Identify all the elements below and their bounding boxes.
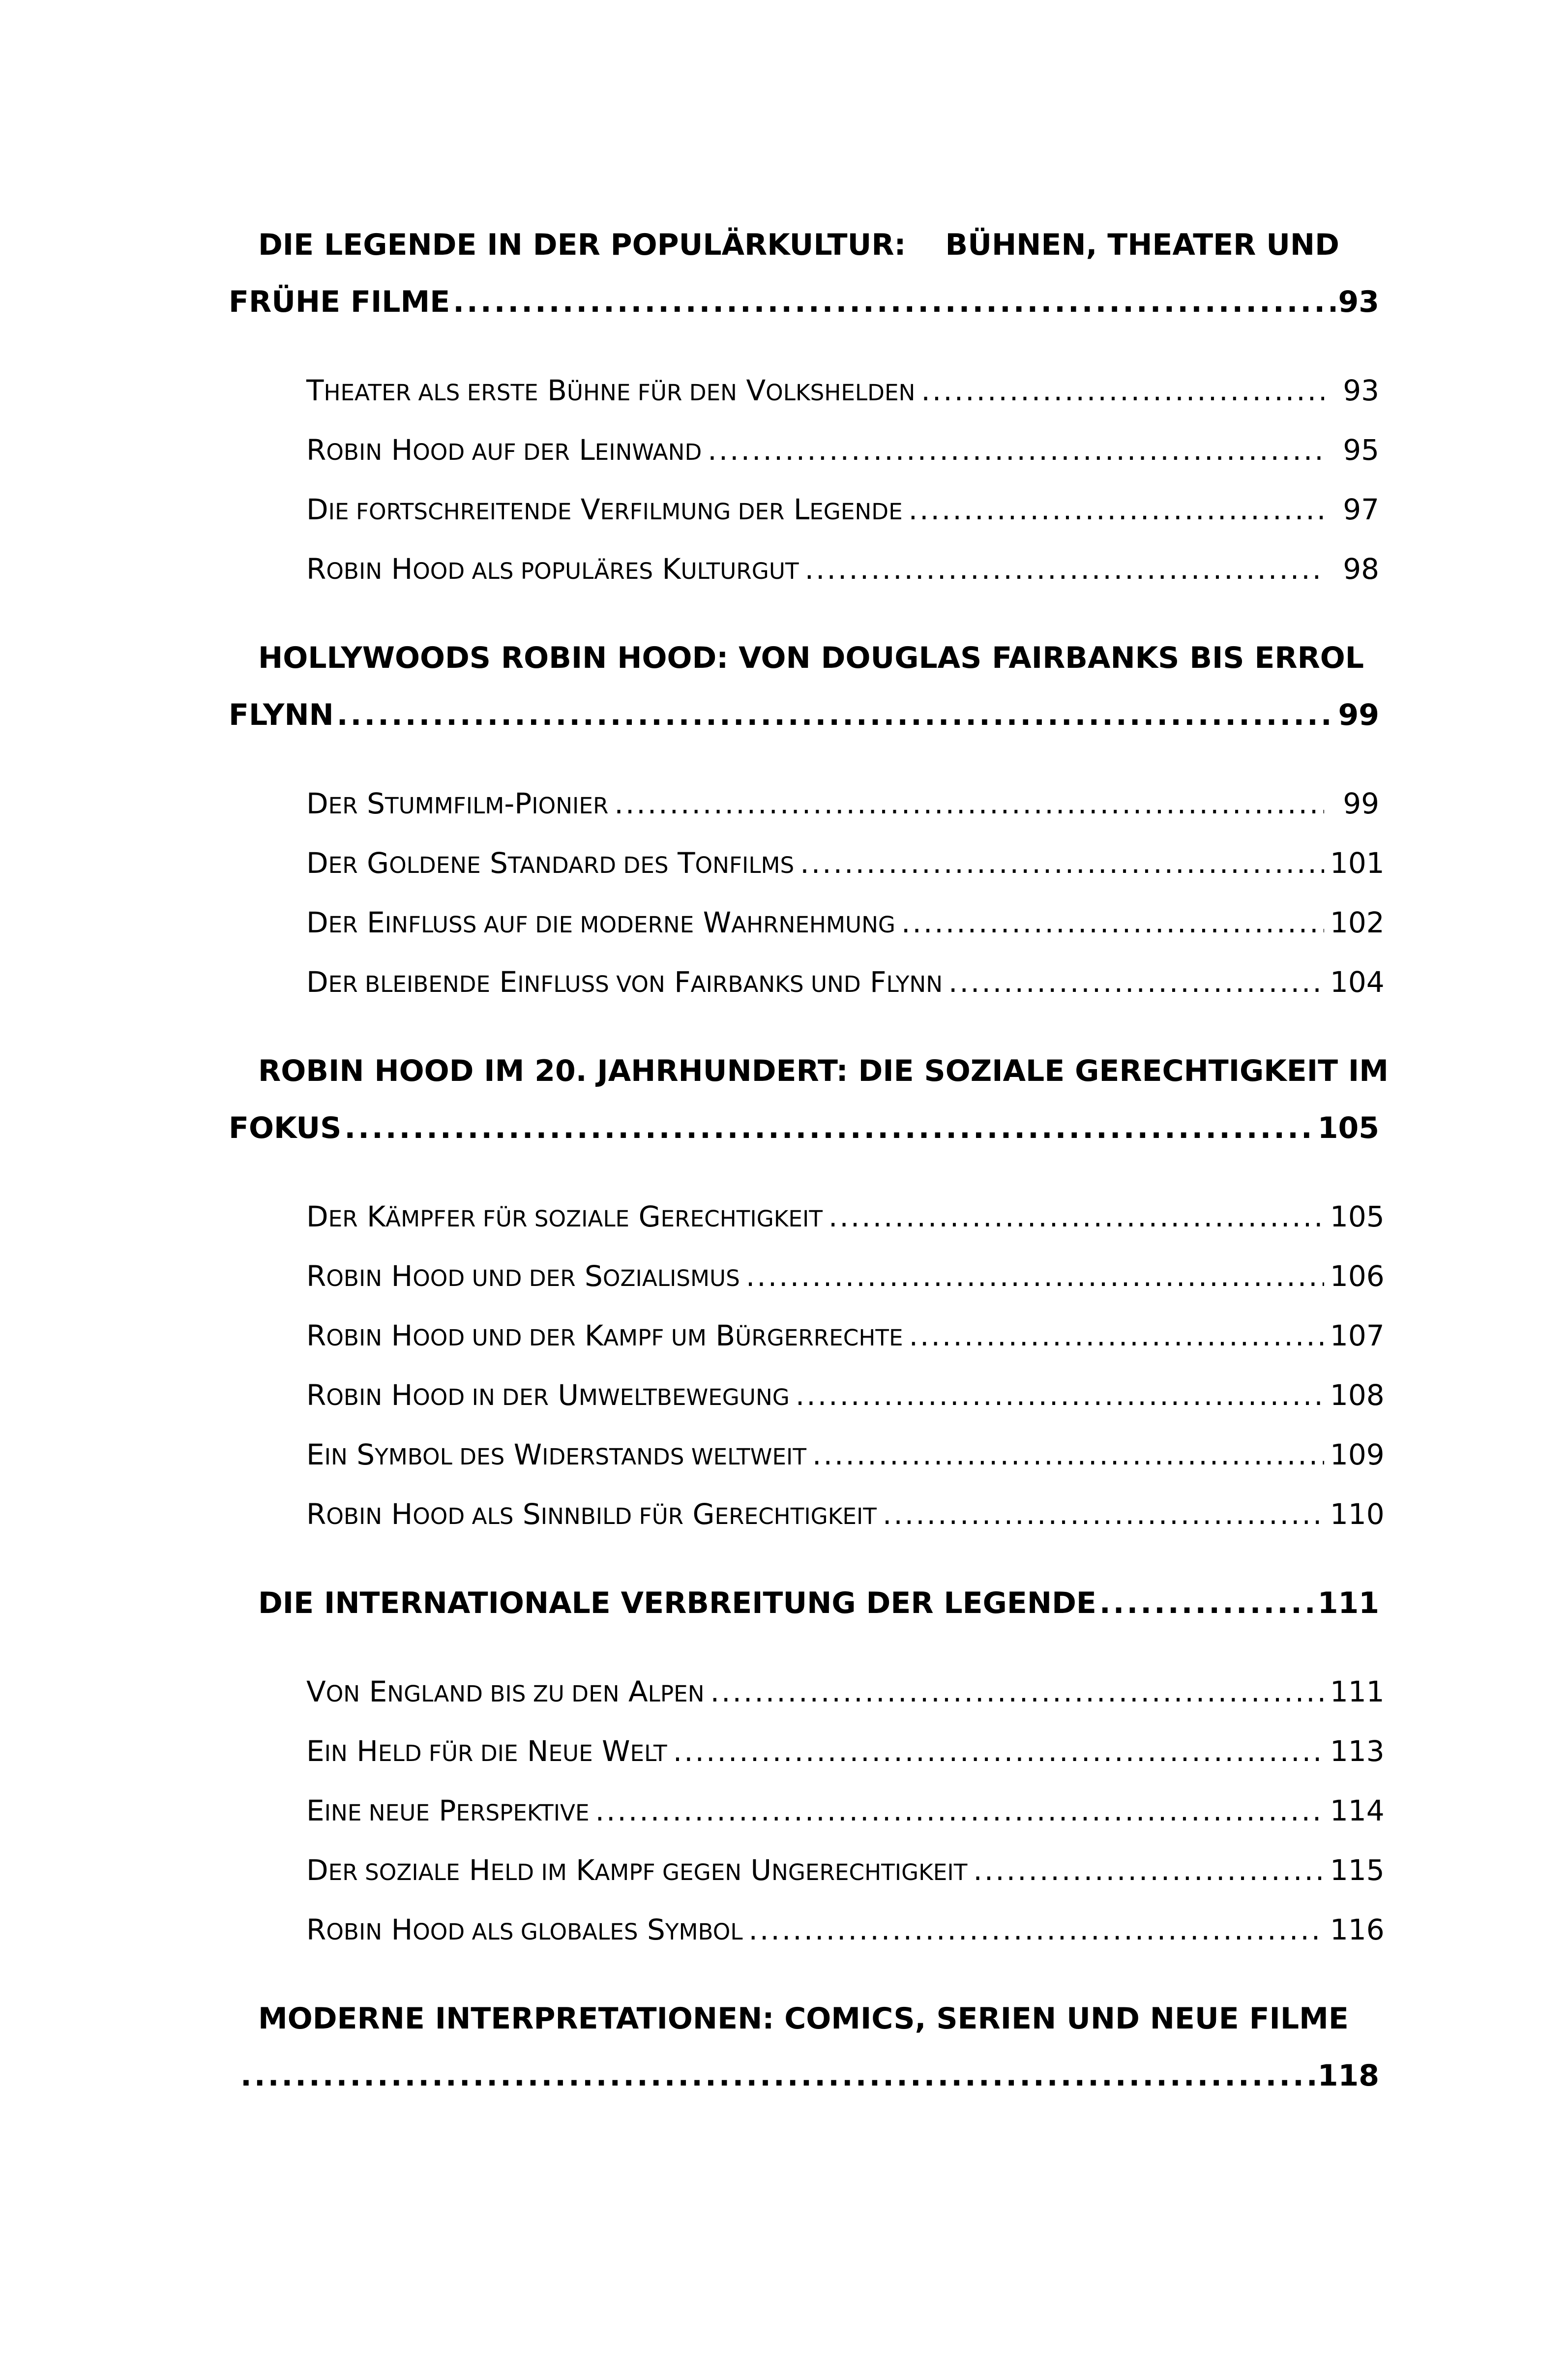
- entry-page-number: 98: [1343, 552, 1379, 586]
- entry-page-number: 116: [1330, 1913, 1385, 1946]
- toc-entry[interactable]: [229, 1187, 1385, 1247]
- toc-entry[interactable]: [229, 953, 1385, 1012]
- toc-entry[interactable]: [229, 1366, 1385, 1425]
- dot-leader: [973, 1841, 1324, 1900]
- toc-entry[interactable]: [229, 539, 1379, 599]
- entry-page-number: 109: [1330, 1438, 1385, 1471]
- entry-title: ROBIN HOOD UND DER KAMPF UM BÜRGERRECHTE: [306, 1319, 903, 1352]
- toc-entry[interactable]: [229, 834, 1385, 893]
- entry-page-number: 107: [1330, 1319, 1385, 1352]
- chapter-title-line2: FRÜHE FILME: [229, 285, 450, 319]
- chapter-page-number: 105: [1317, 1111, 1379, 1145]
- chapter-title-line1: ROBIN HOOD IM 20. JAHRHUNDERT: DIE SOZIALE GERECHTIGKEIT IM: [258, 1054, 1389, 1088]
- chapter-page-number: 93: [1338, 285, 1379, 319]
- entry-title: ROBIN HOOD IN DER UMWELTBEWEGUNG: [306, 1378, 790, 1412]
- entry-page-number: 105: [1330, 1200, 1385, 1233]
- toc-entry[interactable]: [229, 1781, 1385, 1841]
- dot-leader: [1099, 1575, 1315, 1632]
- entry-page-number: 110: [1330, 1497, 1385, 1531]
- entry-page-number: 114: [1330, 1794, 1385, 1827]
- toc-entry[interactable]: [229, 480, 1379, 539]
- chapter-page-number: 111: [1317, 1586, 1379, 1620]
- chapter-page-number: 99: [1338, 698, 1379, 732]
- dot-leader: [800, 834, 1324, 893]
- dot-leader: [240, 2047, 1315, 2104]
- entry-title: DER SOZIALE HELD IM KAMPF GEGEN UNGERECHTIGKEIT: [306, 1853, 968, 1887]
- chapter-title-line1: MODERNE INTERPRETATIONEN: COMICS, SERIEN UND NEUE FILME: [258, 2001, 1349, 2036]
- toc-entry[interactable]: [229, 1722, 1385, 1781]
- toc-entry[interactable]: [229, 420, 1379, 480]
- dot-leader: [708, 420, 1324, 480]
- toc-entry[interactable]: [229, 1247, 1385, 1306]
- dot-leader: [901, 893, 1324, 953]
- dot-leader: [337, 687, 1335, 744]
- toc-entry[interactable]: [229, 1662, 1385, 1722]
- entry-title: EIN HELD FÜR DIE NEUE WELT: [306, 1734, 667, 1768]
- table-of-contents: [229, 216, 1389, 2139]
- toc-entry[interactable]: [229, 1485, 1385, 1544]
- toc-entry[interactable]: [229, 774, 1379, 834]
- entry-page-number: 108: [1330, 1378, 1385, 1412]
- dot-leader: [812, 1425, 1324, 1485]
- dot-leader: [344, 1100, 1314, 1157]
- chapter-title-line2: FLYNN: [229, 698, 334, 732]
- entry-title: ROBIN HOOD AUF DER LEINWAND: [306, 433, 702, 467]
- dot-leader: [746, 1247, 1324, 1306]
- chapter-title-line1: DIE LEGENDE IN DER POPULÄRKULTUR: BÜHNEN, THEATER UND: [258, 228, 1339, 262]
- toc-chapter: [229, 1990, 1379, 2104]
- toc-chapter: [229, 1575, 1379, 1632]
- dot-leader: [796, 1366, 1324, 1425]
- entry-page-number: 101: [1330, 846, 1385, 880]
- dot-leader: [948, 953, 1324, 1012]
- entry-title: ROBIN HOOD ALS GLOBALES SYMBOL: [306, 1913, 743, 1946]
- dot-leader: [614, 774, 1324, 834]
- entry-page-number: 102: [1330, 906, 1385, 939]
- dot-leader: [805, 539, 1324, 599]
- entry-title: ROBIN HOOD ALS SINNBILD FÜR GERECHTIGKEIT: [306, 1497, 877, 1531]
- entry-page-number: 111: [1330, 1675, 1385, 1708]
- dot-leader: [749, 1900, 1324, 1960]
- entry-page-number: 104: [1330, 965, 1385, 999]
- entry-title: EIN SYMBOL DES WIDERSTANDS WELTWEIT: [306, 1438, 807, 1471]
- entry-title: EINE NEUE PERSPEKTIVE: [306, 1794, 590, 1827]
- dot-leader: [595, 1781, 1324, 1841]
- entry-page-number: 97: [1343, 493, 1379, 526]
- entry-title: DER BLEIBENDE EINFLUSS VON FAIRBANKS UND FLYNN: [306, 965, 943, 999]
- dot-leader: [921, 361, 1324, 420]
- dot-leader: [909, 1306, 1324, 1366]
- chapter-title-line2: FOKUS: [229, 1111, 342, 1145]
- entry-page-number: 115: [1330, 1853, 1385, 1887]
- entry-title: ROBIN HOOD ALS POPULÄRES KULTURGUT: [306, 552, 799, 586]
- toc-entry[interactable]: [229, 1425, 1385, 1485]
- toc-entry[interactable]: [229, 1306, 1385, 1366]
- dot-leader: [673, 1722, 1324, 1781]
- entry-page-number: 93: [1343, 374, 1379, 407]
- toc-entry[interactable]: [229, 1841, 1385, 1900]
- toc-section-list: [229, 1662, 1385, 1960]
- toc-section-list: [229, 1187, 1385, 1544]
- entry-title: DER EINFLUSS AUF DIE MODERNE WAHRNEHMUNG: [306, 906, 895, 939]
- chapter-title-line1: HOLLYWOODS ROBIN HOOD: VON DOUGLAS FAIRBANKS BIS ERROL: [258, 641, 1364, 675]
- dot-leader: [828, 1187, 1324, 1247]
- entry-title: ROBIN HOOD UND DER SOZIALISMUS: [306, 1259, 740, 1293]
- toc-chapter: [229, 629, 1379, 744]
- entry-title: VON ENGLAND BIS ZU DEN ALPEN: [306, 1675, 705, 1708]
- dot-leader: [883, 1485, 1324, 1544]
- entry-page-number: 106: [1330, 1259, 1385, 1293]
- toc-section-list: [229, 774, 1385, 1012]
- toc-entry[interactable]: [229, 1900, 1385, 1960]
- entry-page-number: 95: [1343, 433, 1379, 467]
- toc-chapter: [229, 216, 1379, 330]
- entry-page-number: 99: [1343, 787, 1379, 820]
- dot-leader: [453, 273, 1335, 330]
- dot-leader: [710, 1662, 1324, 1722]
- entry-title: DER KÄMPFER FÜR SOZIALE GERECHTIGKEIT: [306, 1200, 823, 1233]
- chapter-title: DIE INTERNATIONALE VERBREITUNG DER LEGENDE: [258, 1586, 1096, 1620]
- toc-entry[interactable]: [229, 361, 1379, 420]
- chapter-page-number: 118: [1317, 2059, 1379, 2093]
- dot-leader: [909, 480, 1324, 539]
- entry-title: DER GOLDENE STANDARD DES TONFILMS: [306, 846, 795, 880]
- entry-title: DIE FORTSCHREITENDE VERFILMUNG DER LEGENDE: [306, 493, 903, 526]
- entry-title: DER STUMMFILM-PIONIER: [306, 787, 609, 820]
- toc-chapter: [229, 1043, 1389, 1157]
- entry-title: THEATER ALS ERSTE BÜHNE FÜR DEN VOLKSHELDEN: [306, 374, 916, 407]
- toc-section-list: [229, 361, 1379, 599]
- entry-page-number: 113: [1330, 1734, 1385, 1768]
- toc-entry[interactable]: [229, 893, 1385, 953]
